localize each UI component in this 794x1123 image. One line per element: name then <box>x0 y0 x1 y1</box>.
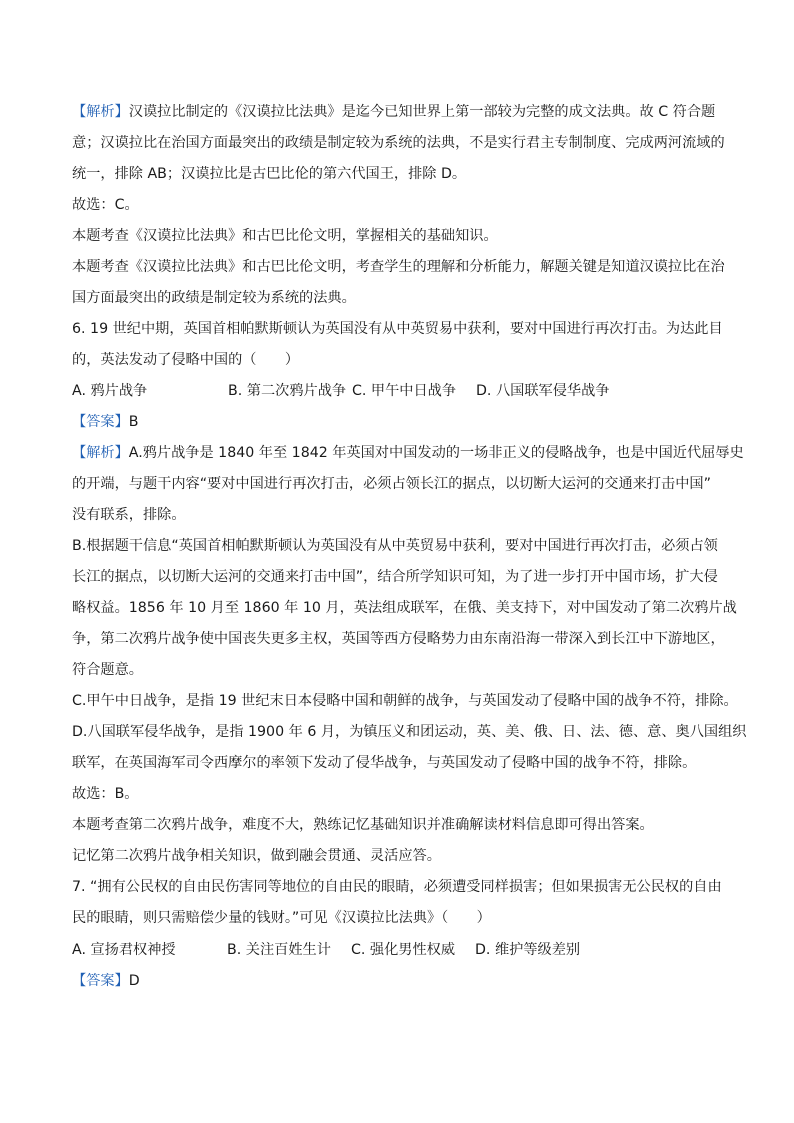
q6-option-d: D. 八国联军侵华战争 <box>476 383 610 399</box>
q6-note-2: 记忆第二次鸦片战争相关知识，做到融会贯通、灵活应答。 <box>72 848 441 864</box>
q6-stem-1: 6. 19 世纪中期，英国首相帕默斯顿认为英国没有从中英贸易中获利，要对中国进行再次打击。为达此目 <box>72 321 723 337</box>
q6-analysis-a3: 没有联系，排除。 <box>72 507 186 523</box>
answer-tag: 【答案】 <box>72 973 129 989</box>
q6-analysis-a1-text: A.鸦片战争是 1840 年至 1842 年英国对中国发动的一场非正义的侵略战争，也是中国近代屈辱史 <box>128 445 744 461</box>
q6-stem-2: 的，英法发动了侵略中国的（ ） <box>72 352 300 368</box>
q6-analysis-c1: C.甲午中日战争，是指 19 世纪末日本侵略中国和朝鲜的战争，与英国发动了侵略中国的战争不符，排除。 <box>72 693 738 709</box>
q7-stem-2: 民的眼睛，则只需赔偿少量的钱财。”可见《汉谟拉比法典》（ ） <box>72 910 491 926</box>
q7-answer <box>72 971 732 991</box>
q6-analysis-d2: 联军，在英国海军司令西摩尔的率领下发动了侵华战争，与英国发动了侵略中国的战争不符，排除。 <box>72 755 697 771</box>
q6-analysis-b5: 符合题意。 <box>72 662 143 678</box>
q7-options <box>72 940 732 960</box>
q5-analysis-line-3: 统一，排除 AB；汉谟拉比是古巴比伦的第六代国王，排除 D。 <box>72 166 467 182</box>
q6-answer <box>72 412 732 432</box>
q6-option-b: B. 第二次鸦片战争 <box>228 383 347 399</box>
answer-tag: 【答案】 <box>72 414 129 430</box>
q7-option-c: C. 强化男性权威 <box>351 942 456 958</box>
q6-analysis-b1: B.根据题干信息“英国首相帕默斯顿认为英国没有从中英贸易中获利，要对中国进行再次打击，必须占领 <box>72 538 718 554</box>
q5-analysis-line-1 <box>72 102 732 122</box>
q7-stem-1: 7. “拥有公民权的自由民伤害同等地位的自由民的眼睛，必须遭受同样损害；但如果损害无公民权的自由 <box>72 879 722 895</box>
q6-analysis-b3: 略权益。1856 年 10 月至 1860 年 10 月，英法组成联军，在俄、美支持下，对中国发动了第二次鸦片战 <box>72 600 737 616</box>
q7-option-a: A. 宣扬君权神授 <box>72 942 176 958</box>
q7-option-d: D. 维护等级差别 <box>475 942 581 958</box>
q6-answer-value: B <box>128 414 139 430</box>
q6-analysis-d1: D.八国联军侵华战争，是指 1900 年 6 月，为镇压义和团运动，英、美、俄、日、法、德、意、奥八国组织 <box>72 724 747 740</box>
q6-options <box>72 381 732 401</box>
q5-note-2b: 国方面最突出的政绩是制定较为系统的法典。 <box>72 290 356 306</box>
q6-option-a: A. 鸦片战争 <box>72 383 148 399</box>
q6-analysis-b2: 长江的据点，以切断大运河的交通来打击中国”，结合所学知识可知，为了进一步打开中国市场，扩大侵 <box>72 569 718 585</box>
analysis-tag: 【解析】 <box>72 445 129 461</box>
q7-answer-value: D <box>128 973 140 989</box>
q5-note-1: 本题考查《汉谟拉比法典》和古巴比伦文明，掌握相关的基础知识。 <box>72 228 498 244</box>
q6-analysis-b4: 争，第二次鸦片战争使中国丧失更多主权，英国等西方侵略势力由东南沿海一带深入到长江中下游地区， <box>72 631 725 647</box>
q5-choose: 故选：C。 <box>72 197 139 213</box>
q6-note-1: 本题考查第二次鸦片战争，难度不大，熟练记忆基础知识并准确解读材料信息即可得出答案。 <box>72 817 654 833</box>
q5-analysis-text: 汉谟拉比制定的《汉谟拉比法典》是迄今已知世界上第一部较为完整的成文法典。故 C 符合题 <box>128 104 716 120</box>
q6-analysis-a2: 的开端，与题干内容“要对中国进行再次打击，必须占领长江的据点，以切断大运河的交通来打击中国” <box>72 476 711 492</box>
q5-note-2a: 本题考查《汉谟拉比法典》和古巴比伦文明，考查学生的理解和分析能力，解题关键是知道汉谟拉比在治 <box>72 259 725 275</box>
q6-choose: 故选：B。 <box>72 786 139 802</box>
q5-analysis-line-2: 意；汉谟拉比在治国方面最突出的政绩是制定较为系统的法典，不是实行君主专制制度、完成两河流域的 <box>72 135 725 151</box>
q6-analysis-a1 <box>72 443 744 463</box>
q6-option-c: C. 甲午中日战争 <box>352 383 457 399</box>
q7-option-b: B. 关注百姓生计 <box>227 942 331 958</box>
analysis-tag: 【解析】 <box>72 104 129 120</box>
